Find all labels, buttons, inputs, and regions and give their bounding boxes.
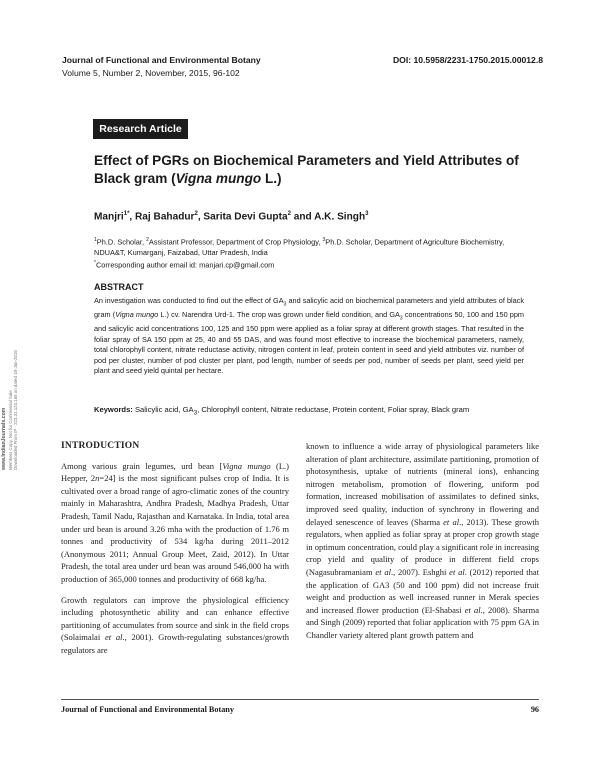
footer-journal-name: Journal of Functional and Environmental Botany	[61, 705, 234, 714]
page-number: 96	[530, 705, 539, 714]
intro-paragraph-2: Growth regulators can improve the physiological efficiency including photosynthetic ability and can enhance effective partitioning of accumulates from source and sink in the field crops (Solaimalai et al., 2001). Growth-regulating substances/growth regulators are	[61, 594, 290, 655]
download-watermark	[2, 150, 19, 470]
watermark-download-note: Downloaded From IP - 223.31.123.165 on dated 18-Jan-2016	[13, 350, 19, 470]
left-column	[61, 440, 289, 657]
affiliations	[94, 235, 524, 271]
section-heading-introduction: INTRODUCTION	[61, 441, 140, 451]
author-list: Manjri$^{1*}$, Raj Bahadur$^2$, Sarita Devi Gupta$^2$ and A.K. Singh$^3$	[94, 211, 369, 223]
abstract-body: An investigation was conducted to find out the effect of $GA_3$ and salicylic acid on biochemical parameters and yield attributes of black gram (Vigna mungo L.) cv. Narendra Urd-1. The crop was grown under field condition, and $GA_3$ concentrations 50, 100 and 150 ppm and salicylic acid concentrations 100, 125 and 150 ppm were applied as a foliar spray at different growth stages. That resulted in the foliar spray of SA 150 ppm at 25, 40 and 55 DAS, and was found most effective to increase the biochemical parameters, namely, total chlorophyll content, nitrate reductase activity, nitrogen content in leaf, protein content in seed and yield attributes viz. number of pod per cluster, number of pod cluster per plant, pod length, number of seeds per pod, number of seeds per plant, seed yield per plant and seed yield quintal per hectare.	[94, 296, 525, 376]
keywords-label: Keywords:	[94, 405, 133, 414]
watermark-copy-note: Members Copy, Not for Commercial Sale	[7, 390, 13, 470]
corresponding-author: *Corresponding author email id: manjari.cp@gmail.com	[94, 260, 275, 270]
watermark-url[interactable]: www.IndianJournals.com	[1, 407, 7, 470]
abstract-heading: ABSTRACT	[94, 282, 144, 292]
intro-paragraph-1: Among various grain legumes, urd bean [Vigna mungo (L.) Hepper, 2n=24] is the most significant pulses crop of India. It is cultivated over a broad range of agro-climatic zones of the country mainly in Maharashtra, Andhra Pradesh, Madhya Pradesh, Uttar Pradesh, Tamil Nadu, Rajasthan and Karnataka. In India, total area under urd bean is around 3.26 mha with the production of 1.76 m tonnes and productivity of 534 kg/ha during 2011–2012 (Anonymous 2011; Annual Group Meet, Zaid, 2012). In Uttar Pradesh, the total area under urd bean was around 546,000 ha with production of 365,000 tonnes and productivity of 668 kg/ha.	[61, 460, 289, 584]
volume-info: Volume 5, Number 2, November, 2015, 96-102	[62, 68, 240, 78]
journal-name: Journal of Functional and Environmental Botany	[62, 55, 261, 65]
article-title: Effect of PGRs on Biochemical Parameters and Yield Attributes of Black gram (Vigna mungo L.)	[94, 153, 519, 186]
doi[interactable]: DOI: 10.5958/2231-1750.2015.00012.8	[392, 55, 543, 65]
footer-divider	[61, 699, 539, 700]
right-column	[306, 440, 539, 642]
affiliation-line: $^1$Ph.D. Scholar, $^2$Assistant Professor, Department of Crop Physiology, $^3$Ph.D. Scholar, Department of Agriculture Biochemistry, NDUA&T, Kumarganj, Faizabad, Uttar Pradesh, India	[94, 237, 505, 257]
keywords: Keywords: Salicylic acid, $GA_3$, Chlorophyll content, Nitrate reductase, Protein content, Foliar spray, Black gram	[94, 405, 470, 417]
intro-paragraph-continued: known to influence a wide array of physiological parameters like alteration of plant architecture, assimilate partitioning, promotion of photosynthesis, uptake of nutrients (mineral ions), enhancing nitrogen metabolism, promotion of flowering, uniform pod formation, increased mobilisation of assimilates to defined sinks, improved seed quality, induction of synchrony in flowering and delayed senescence of leaves (Sharma et al., 2013). These growth regulators, when applied as foliar spray at proper crop growth stage in optimum concentration, could play a significant role in increasing crop yield and quality of produce in different field crops (Nagasubramaniam et al., 2007). Eshghi et al. (2012) reported that the application of GA3 (50 and 100 ppm) did not increase fruit weight and production as well increased runner in Merak species and increased flower production (El-Shabasi et al., 2008). Sharma and Singh (2009) reported that foliar application with 75 ppm GA in Chandler variety altered plant growth pattern and	[306, 441, 540, 640]
article-type-badge: Research Article	[93, 119, 188, 139]
species-name: Vigna mungo	[175, 171, 262, 186]
